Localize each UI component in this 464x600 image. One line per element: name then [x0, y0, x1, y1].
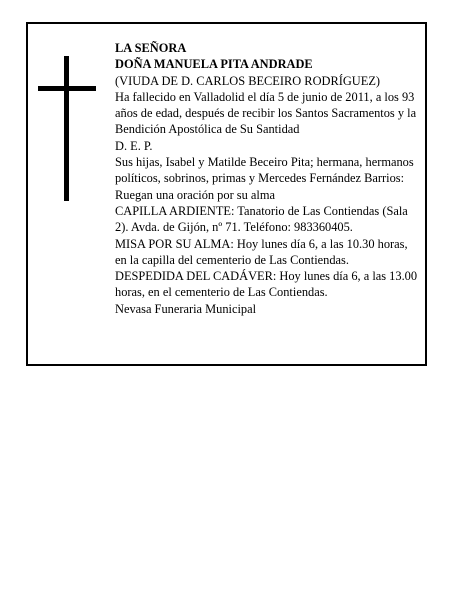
deceased-name: DOÑA MANUELA PITA ANDRADE: [115, 57, 313, 72]
family-list: Sus hijas, Isabel y Matilde Beceiro Pita; hermana, hermanos políticos, sobrinos, primas y Mercedes Fernández Barrios:: [115, 155, 414, 186]
farewell-info: DESPEDIDA DEL CADÁVER: Hoy lunes día 6, a las 13.00 horas, en el cementerio de Las Contiendas.: [115, 269, 418, 300]
latin-cross-icon: [38, 56, 96, 201]
obituary-notice: [26, 22, 427, 366]
mass-info: MISA POR SU ALMA: Hoy lunes día 6, a las 10.30 horas, en la capilla del cementerio de Las Contiendas.: [115, 236, 408, 267]
cross-vertical-bar: [64, 56, 69, 201]
funeral-home: Nevasa Funeraria Municipal: [115, 301, 257, 316]
deceased-title: LA SEÑORA: [115, 41, 187, 55]
death-announcement: Ha fallecido en Valladolid el día 5 de junio de 2011, a los 93 años de edad, después de recibir los Santos Sacramentos y la Bendición Apostólica de Su Santidad: [115, 89, 417, 137]
cross-horizontal-bar: [38, 86, 96, 91]
obituary-text: [115, 40, 420, 317]
rip-line: D. E. P.: [115, 138, 153, 153]
widow-of-line: (VIUDA DE D. CARLOS BECEIRO RODRÍGUEZ): [115, 73, 381, 88]
chapel-info: CAPILLA ARDIENTE: Tanatorio de Las Contiendas (Sala 2). Avda. de Gijón, nº 71. Teléfono: 983360405.: [115, 203, 408, 235]
prayer-request: Ruegan una oración por su alma: [115, 187, 275, 202]
